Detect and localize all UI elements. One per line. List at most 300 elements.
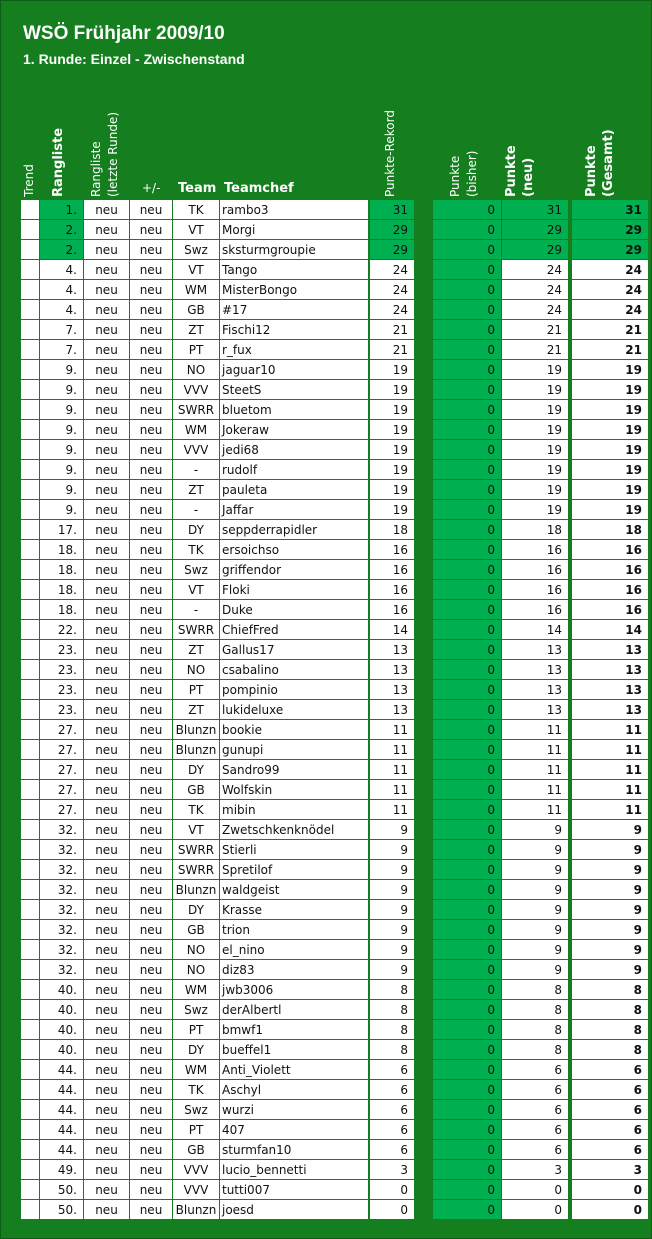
neu-cell: 9	[501, 920, 569, 940]
trend-cell	[21, 820, 40, 840]
trend-cell	[21, 280, 40, 300]
gesamt-cell: 24	[572, 300, 649, 320]
rank-cell: 32.	[40, 920, 84, 940]
rank-cell: 18.	[40, 540, 84, 560]
change-cell: neu	[130, 840, 173, 860]
teamchef-cell: Gallus17	[220, 640, 369, 660]
header-gesamt-sub: (Gesamt)	[601, 129, 616, 197]
change-cell: neu	[130, 900, 173, 920]
rank-cell: 44.	[40, 1140, 84, 1160]
neu-cell: 11	[501, 720, 569, 740]
teamchef-cell: Floki	[220, 580, 369, 600]
team-cell: GB	[173, 920, 220, 940]
team-cell: ZT	[173, 320, 220, 340]
rank-cell: 4.	[40, 300, 84, 320]
neu-cell: 19	[501, 500, 569, 520]
neu-cell: 8	[501, 1020, 569, 1040]
teamchef-cell: Jaffar	[220, 500, 369, 520]
prev-rank-cell: neu	[84, 380, 130, 400]
rekord-cell: 24	[369, 260, 414, 280]
rekord-cell: 6	[369, 1140, 414, 1160]
teamchef-cell: jedi68	[220, 440, 369, 460]
change-cell: neu	[130, 420, 173, 440]
bisher-cell: 0	[433, 860, 501, 880]
header-rangliste: Rangliste	[51, 127, 66, 197]
team-cell: DY	[173, 900, 220, 920]
rekord-cell: 9	[369, 940, 414, 960]
bisher-cell: 0	[433, 480, 501, 500]
teamchef-cell: pauleta	[220, 480, 369, 500]
gesamt-cell: 8	[572, 1020, 649, 1040]
prev-rank-cell: neu	[84, 520, 130, 540]
change-cell: neu	[130, 520, 173, 540]
rekord-cell: 0	[369, 1200, 414, 1220]
rekord-cell: 8	[369, 980, 414, 1000]
change-cell: neu	[130, 920, 173, 940]
rekord-cell: 19	[369, 480, 414, 500]
gesamt-cell: 19	[572, 360, 649, 380]
bisher-cell: 0	[433, 260, 501, 280]
rank-cell: 9.	[40, 480, 84, 500]
teamchef-cell: rambo3	[220, 200, 369, 220]
header-gesamt: Punkte	[584, 145, 599, 197]
prev-rank-cell: neu	[84, 820, 130, 840]
neu-cell: 3	[501, 1160, 569, 1180]
trend-cell	[21, 1100, 40, 1120]
teamchef-cell: Krasse	[220, 900, 369, 920]
bisher-cell: 0	[433, 800, 501, 820]
neu-cell: 11	[501, 740, 569, 760]
prev-rank-cell: neu	[84, 880, 130, 900]
teamchef-cell: Spretilof	[220, 860, 369, 880]
trend-cell	[21, 680, 40, 700]
teamchef-cell: Morgi	[220, 220, 369, 240]
prev-rank-cell: neu	[84, 1080, 130, 1100]
team-cell: Blunzn	[173, 720, 220, 740]
team-cell: TK	[173, 540, 220, 560]
rank-cell: 18.	[40, 560, 84, 580]
bisher-cell: 0	[433, 1200, 501, 1220]
neu-cell: 19	[501, 360, 569, 380]
neu-cell: 16	[501, 600, 569, 620]
trend-cell	[21, 720, 40, 740]
trend-cell	[21, 200, 40, 220]
prev-rank-cell: neu	[84, 760, 130, 780]
rank-cell: 2.	[40, 240, 84, 260]
change-cell: neu	[130, 460, 173, 480]
bisher-cell: 0	[433, 740, 501, 760]
trend-cell	[21, 920, 40, 940]
gesamt-cell: 6	[572, 1100, 649, 1120]
prev-rank-cell: neu	[84, 980, 130, 1000]
neu-cell: 24	[501, 260, 569, 280]
change-cell: neu	[130, 540, 173, 560]
gesamt-cell: 24	[572, 260, 649, 280]
trend-cell	[21, 400, 40, 420]
bisher-cell: 0	[433, 420, 501, 440]
rekord-cell: 13	[369, 680, 414, 700]
prev-rank-cell: neu	[84, 1160, 130, 1180]
rekord-cell: 8	[369, 1000, 414, 1020]
prev-rank-cell: neu	[84, 620, 130, 640]
rank-cell: 9.	[40, 420, 84, 440]
change-cell: neu	[130, 980, 173, 1000]
rank-cell: 32.	[40, 840, 84, 860]
neu-cell: 19	[501, 420, 569, 440]
gesamt-cell: 31	[572, 200, 649, 220]
gesamt-cell: 9	[572, 860, 649, 880]
page-subtitle: 1. Runde: Einzel - Zwischenstand	[23, 51, 245, 67]
neu-cell: 6	[501, 1100, 569, 1120]
change-cell: neu	[130, 360, 173, 380]
change-cell: neu	[130, 560, 173, 580]
trend-cell	[21, 220, 40, 240]
team-cell: GB	[173, 1140, 220, 1160]
trend-cell	[21, 840, 40, 860]
neu-cell: 9	[501, 820, 569, 840]
bisher-cell: 0	[433, 520, 501, 540]
neu-cell: 9	[501, 960, 569, 980]
bisher-cell: 0	[433, 300, 501, 320]
trend-cell	[21, 460, 40, 480]
rekord-cell: 16	[369, 600, 414, 620]
prev-rank-cell: neu	[84, 860, 130, 880]
trend-cell	[21, 440, 40, 460]
teamchef-cell: bmwf1	[220, 1020, 369, 1040]
team-cell: NO	[173, 360, 220, 380]
gesamt-cell: 6	[572, 1060, 649, 1080]
teamchef-cell: lukideluxe	[220, 700, 369, 720]
trend-cell	[21, 960, 40, 980]
gesamt-cell: 19	[572, 380, 649, 400]
prev-rank-cell: neu	[84, 720, 130, 740]
prev-rank-cell: neu	[84, 680, 130, 700]
team-cell: VT	[173, 260, 220, 280]
bisher-cell: 0	[433, 980, 501, 1000]
rank-cell: 40.	[40, 1000, 84, 1020]
rank-cell: 2.	[40, 220, 84, 240]
trend-cell	[21, 620, 40, 640]
rekord-cell: 13	[369, 700, 414, 720]
neu-cell: 14	[501, 620, 569, 640]
prev-rank-cell: neu	[84, 300, 130, 320]
neu-cell: 6	[501, 1060, 569, 1080]
neu-cell: 19	[501, 440, 569, 460]
rank-cell: 27.	[40, 720, 84, 740]
rank-cell: 44.	[40, 1060, 84, 1080]
rank-cell: 49.	[40, 1160, 84, 1180]
teamchef-cell: pompinio	[220, 680, 369, 700]
bisher-cell: 0	[433, 720, 501, 740]
trend-cell	[21, 500, 40, 520]
rekord-cell: 6	[369, 1120, 414, 1140]
change-cell: neu	[130, 1040, 173, 1060]
neu-cell: 24	[501, 280, 569, 300]
neu-cell: 13	[501, 680, 569, 700]
rank-cell: 32.	[40, 940, 84, 960]
prev-rank-cell: neu	[84, 580, 130, 600]
rank-cell: 27.	[40, 800, 84, 820]
teamchef-cell: ersoichso	[220, 540, 369, 560]
team-cell: GB	[173, 780, 220, 800]
rank-cell: 1.	[40, 200, 84, 220]
rekord-cell: 16	[369, 580, 414, 600]
rank-cell: 9.	[40, 400, 84, 420]
neu-cell: 29	[501, 220, 569, 240]
prev-rank-cell: neu	[84, 200, 130, 220]
gesamt-cell: 9	[572, 880, 649, 900]
rekord-cell: 9	[369, 920, 414, 940]
team-cell: ZT	[173, 640, 220, 660]
team-cell: ZT	[173, 480, 220, 500]
change-cell: neu	[130, 580, 173, 600]
prev-rank-cell: neu	[84, 1020, 130, 1040]
rekord-cell: 9	[369, 860, 414, 880]
change-cell: neu	[130, 720, 173, 740]
teamchef-cell: el_nino	[220, 940, 369, 960]
rekord-cell: 24	[369, 300, 414, 320]
rekord-cell: 19	[369, 500, 414, 520]
teamchef-cell: SteetS	[220, 380, 369, 400]
gesamt-cell: 11	[572, 740, 649, 760]
trend-cell	[21, 1000, 40, 1020]
change-cell: neu	[130, 500, 173, 520]
rekord-cell: 11	[369, 780, 414, 800]
change-cell: neu	[130, 740, 173, 760]
prev-rank-cell: neu	[84, 660, 130, 680]
bisher-cell: 0	[433, 1140, 501, 1160]
bisher-cell: 0	[433, 240, 501, 260]
bisher-cell: 0	[433, 1040, 501, 1060]
gesamt-cell: 3	[572, 1160, 649, 1180]
trend-cell	[21, 420, 40, 440]
team-cell: VT	[173, 580, 220, 600]
prev-rank-cell: neu	[84, 1120, 130, 1140]
bisher-cell: 0	[433, 560, 501, 580]
team-cell: VVV	[173, 380, 220, 400]
change-cell: neu	[130, 940, 173, 960]
prev-rank-cell: neu	[84, 960, 130, 980]
rank-cell: 18.	[40, 580, 84, 600]
teamchef-cell: #17	[220, 300, 369, 320]
prev-rank-cell: neu	[84, 220, 130, 240]
change-cell: neu	[130, 1080, 173, 1100]
change-cell: neu	[130, 300, 173, 320]
team-cell: PT	[173, 1020, 220, 1040]
teamchef-cell: Fischi12	[220, 320, 369, 340]
team-cell: SWRR	[173, 840, 220, 860]
rekord-cell: 11	[369, 800, 414, 820]
neu-cell: 16	[501, 540, 569, 560]
gesamt-cell: 13	[572, 700, 649, 720]
gesamt-cell: 16	[572, 560, 649, 580]
team-cell: TK	[173, 800, 220, 820]
prev-rank-cell: neu	[84, 780, 130, 800]
team-cell: SWRR	[173, 620, 220, 640]
teamchef-cell: jwb3006	[220, 980, 369, 1000]
rekord-cell: 24	[369, 280, 414, 300]
trend-cell	[21, 300, 40, 320]
neu-cell: 24	[501, 300, 569, 320]
trend-cell	[21, 980, 40, 1000]
bisher-cell: 0	[433, 540, 501, 560]
change-cell: neu	[130, 700, 173, 720]
rank-cell: 44.	[40, 1120, 84, 1140]
change-cell: neu	[130, 640, 173, 660]
neu-cell: 21	[501, 340, 569, 360]
gesamt-cell: 13	[572, 660, 649, 680]
rank-cell: 40.	[40, 1040, 84, 1060]
gesamt-cell: 0	[572, 1180, 649, 1200]
rank-cell: 17.	[40, 520, 84, 540]
neu-cell: 8	[501, 1040, 569, 1060]
teamchef-cell: Sandro99	[220, 760, 369, 780]
change-cell: neu	[130, 860, 173, 880]
team-cell: SWRR	[173, 400, 220, 420]
rank-cell: 40.	[40, 1020, 84, 1040]
team-cell: Blunzn	[173, 880, 220, 900]
rekord-cell: 11	[369, 760, 414, 780]
prev-rank-cell: neu	[84, 1060, 130, 1080]
bisher-cell: 0	[433, 780, 501, 800]
bisher-cell: 0	[433, 400, 501, 420]
header-teamchef: Teamchef	[224, 181, 294, 196]
prev-rank-cell: neu	[84, 940, 130, 960]
prev-rank-cell: neu	[84, 800, 130, 820]
trend-cell	[21, 520, 40, 540]
bisher-cell: 0	[433, 220, 501, 240]
teamchef-cell: sksturmgroupie	[220, 240, 369, 260]
trend-cell	[21, 540, 40, 560]
neu-cell: 13	[501, 660, 569, 680]
rank-cell: 27.	[40, 740, 84, 760]
rekord-cell: 6	[369, 1100, 414, 1120]
trend-cell	[21, 560, 40, 580]
team-cell: NO	[173, 940, 220, 960]
change-cell: neu	[130, 440, 173, 460]
rank-cell: 9.	[40, 380, 84, 400]
gesamt-cell: 21	[572, 320, 649, 340]
rank-cell: 50.	[40, 1200, 84, 1220]
trend-cell	[21, 260, 40, 280]
rank-cell: 7.	[40, 340, 84, 360]
gesamt-cell: 9	[572, 840, 649, 860]
neu-cell: 8	[501, 1000, 569, 1020]
team-cell: -	[173, 500, 220, 520]
rank-cell: 18.	[40, 600, 84, 620]
prev-rank-cell: neu	[84, 740, 130, 760]
neu-cell: 11	[501, 800, 569, 820]
team-cell: WM	[173, 980, 220, 1000]
prev-rank-cell: neu	[84, 260, 130, 280]
neu-cell: 9	[501, 880, 569, 900]
change-cell: neu	[130, 780, 173, 800]
neu-cell: 19	[501, 480, 569, 500]
prev-rank-cell: neu	[84, 1180, 130, 1200]
bisher-cell: 0	[433, 1100, 501, 1120]
teamchef-cell: bookie	[220, 720, 369, 740]
bisher-cell: 0	[433, 340, 501, 360]
rekord-cell: 19	[369, 380, 414, 400]
team-cell: TK	[173, 200, 220, 220]
rekord-cell: 9	[369, 960, 414, 980]
header-team: Team	[178, 181, 217, 196]
teamchef-cell: derAlbertl	[220, 1000, 369, 1020]
rank-cell: 23.	[40, 660, 84, 680]
trend-cell	[21, 1200, 40, 1220]
trend-cell	[21, 1160, 40, 1180]
rekord-cell: 14	[369, 620, 414, 640]
trend-cell	[21, 1020, 40, 1040]
prev-rank-cell: neu	[84, 440, 130, 460]
trend-cell	[21, 800, 40, 820]
rank-cell: 32.	[40, 960, 84, 980]
rank-cell: 32.	[40, 880, 84, 900]
change-cell: neu	[130, 760, 173, 780]
prev-rank-cell: neu	[84, 360, 130, 380]
neu-cell: 13	[501, 700, 569, 720]
bisher-cell: 0	[433, 460, 501, 480]
rank-cell: 4.	[40, 280, 84, 300]
team-cell: DY	[173, 760, 220, 780]
team-cell: WM	[173, 420, 220, 440]
team-cell: Swz	[173, 1000, 220, 1020]
rank-cell: 23.	[40, 700, 84, 720]
change-cell: neu	[130, 820, 173, 840]
bisher-cell: 0	[433, 680, 501, 700]
gesamt-cell: 19	[572, 440, 649, 460]
prev-rank-cell: neu	[84, 1040, 130, 1060]
rekord-cell: 9	[369, 840, 414, 860]
team-cell: -	[173, 600, 220, 620]
neu-cell: 9	[501, 940, 569, 960]
gesamt-cell: 19	[572, 460, 649, 480]
gesamt-cell: 16	[572, 600, 649, 620]
bisher-cell: 0	[433, 1120, 501, 1140]
gesamt-cell: 9	[572, 940, 649, 960]
header-rangliste-letzte-label: Rangliste	[89, 141, 103, 197]
change-cell: neu	[130, 680, 173, 700]
gesamt-cell: 19	[572, 500, 649, 520]
change-cell: neu	[130, 1160, 173, 1180]
team-cell: WM	[173, 280, 220, 300]
bisher-cell: 0	[433, 580, 501, 600]
change-cell: neu	[130, 880, 173, 900]
header-rangliste-letzte-sub: (letzte Runde)	[106, 112, 120, 197]
neu-cell: 9	[501, 860, 569, 880]
header-bisher-sub: (bisher)	[465, 150, 479, 197]
change-cell: neu	[130, 960, 173, 980]
teamchef-cell: Jokeraw	[220, 420, 369, 440]
rekord-cell: 19	[369, 440, 414, 460]
gesamt-cell: 24	[572, 280, 649, 300]
rank-cell: 9.	[40, 460, 84, 480]
gesamt-cell: 18	[572, 520, 649, 540]
team-cell: Blunzn	[173, 1200, 220, 1220]
prev-rank-cell: neu	[84, 340, 130, 360]
teamchef-cell: Duke	[220, 600, 369, 620]
team-cell: NO	[173, 960, 220, 980]
change-cell: neu	[130, 220, 173, 240]
trend-cell	[21, 940, 40, 960]
rank-cell: 22.	[40, 620, 84, 640]
bisher-cell: 0	[433, 640, 501, 660]
trend-cell	[21, 240, 40, 260]
prev-rank-cell: neu	[84, 700, 130, 720]
change-cell: neu	[130, 320, 173, 340]
neu-cell: 16	[501, 580, 569, 600]
team-cell: VVV	[173, 1180, 220, 1200]
